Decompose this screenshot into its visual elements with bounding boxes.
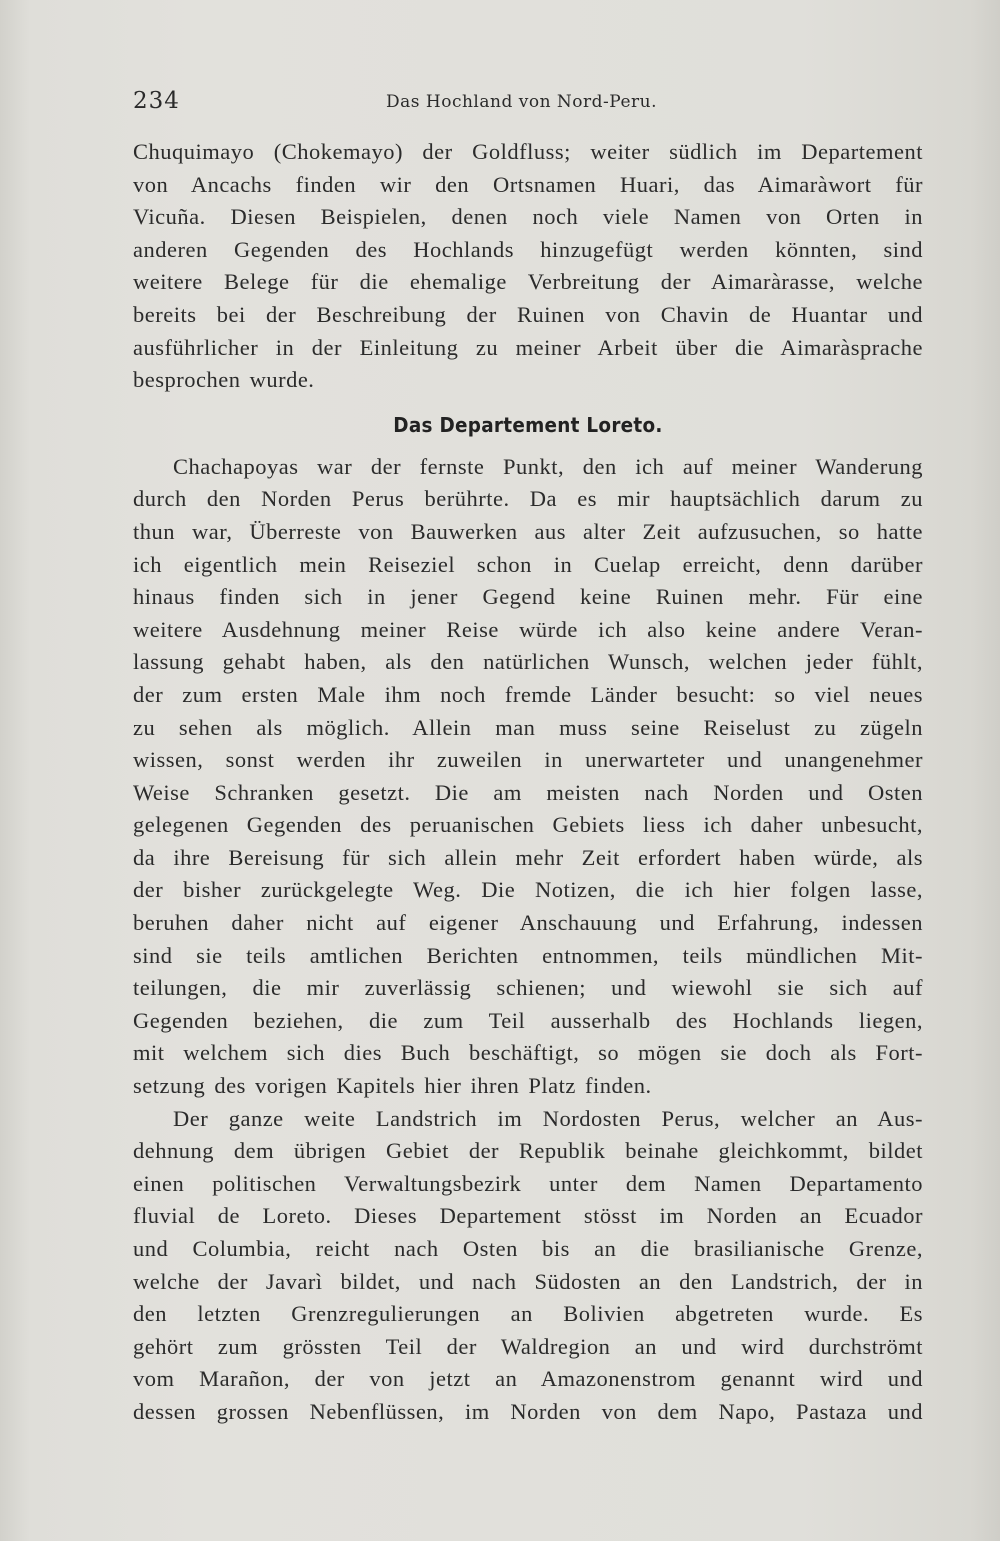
text-line: vom Marañon, der von jetzt an Amazonenstrom genannt wird und <box>133 1366 923 1392</box>
text-line: gelegenen Gegenden des peruanischen Gebiets liess ich daher unbesucht, <box>133 812 923 838</box>
text-line: da ihre Bereisung für sich allein mehr Zeit erfordert haben würde, als <box>133 844 923 870</box>
text-line: weitere Ausdehnung meiner Reise würde ich also keine andere Veran- <box>133 616 923 642</box>
text-line: dessen grossen Nebenflüssen, im Norden von dem Napo, Pastaza und <box>133 1398 923 1424</box>
text-line: ich eigentlich mein Reiseziel schon in Cuelap erreicht, denn darüber <box>133 551 923 577</box>
text-line: ausführlicher in der Einleitung zu meiner Arbeit über die Aimaràsprache <box>133 334 923 360</box>
text-line: bereits bei der Beschreibung der Ruinen von Chavin de Huantar und <box>133 301 923 327</box>
page-header <box>133 88 923 122</box>
text-line: hinaus finden sich in jener Gegend keine Ruinen mehr. Für eine <box>133 584 923 610</box>
paragraph-chachapoyas <box>133 451 923 1103</box>
text-line: beruhen daher nicht auf eigener Anschauung und Erfahrung, indessen <box>133 910 923 936</box>
text-line: zu sehen als möglich. Allein man muss seine Reiselust zu zügeln <box>133 714 923 740</box>
text-line: sind sie teils amtlichen Berichten entnommen, teils mündlichen Mit- <box>133 942 923 968</box>
text-line: dehnung dem übrigen Gebiet der Republik beinahe gleichkommt, bildet <box>133 1138 923 1164</box>
text-line: Chachapoyas war der fernste Punkt, den ich auf meiner Wanderung <box>173 453 923 479</box>
text-line: Gegenden beziehen, die zum Teil ausserhalb des Hochlands liegen, <box>133 1007 923 1033</box>
text-line: besprochen wurde. <box>133 367 315 393</box>
text-line: welche der Javarì bildet, und nach Südosten an den Landstrich, der in <box>133 1268 923 1294</box>
text-line: Der ganze weite Landstrich im Nordosten Perus, welcher an Aus- <box>173 1105 923 1131</box>
text-line: Chuquimayo (Chokemayo) der Goldfluss; weiter südlich im Departement <box>133 139 923 164</box>
running-title: Das Hochland von Nord-Peru. <box>386 92 657 112</box>
text-line: weitere Belege für die ehemalige Verbreitung der Aimaràrasse, welche <box>133 269 923 295</box>
page-number: 234 <box>133 88 180 114</box>
text-line: fluvial de Loreto. Dieses Departement stösst im Norden an Ecuador <box>133 1203 923 1229</box>
text-line: durch den Norden Perus berührte. Da es mir hauptsächlich darum zu <box>133 486 923 512</box>
text-line: setzung des vorigen Kapitels hier ihren Platz finden. <box>133 1073 652 1099</box>
preceding-paragraph <box>133 136 923 397</box>
text-line: thun war, Überreste von Bauwerken aus alter Zeit aufzusuchen, so hatte <box>133 518 923 544</box>
text-line: lassung gehabt haben, als den natürlichen Wunsch, welchen jeder fühlt, <box>133 649 923 675</box>
text-line: wissen, sonst werden ihr zuweilen in unerwarteter und unangenehmer <box>133 747 923 773</box>
text-line: Vicuña. Diesen Beispielen, denen noch viele Namen von Orten in <box>133 204 923 230</box>
text-line: gehört zum grössten Teil der Waldregion an und wird durchströmt <box>133 1333 923 1359</box>
text-line: teilungen, die mir zuverlässig schienen; und wiewohl sie sich auf <box>133 975 923 1001</box>
text-line: einen politischen Verwaltungsbezirk unter dem Namen Departamento <box>133 1170 923 1196</box>
paragraph-loreto <box>133 1103 923 1429</box>
text-line: mit welchem sich dies Buch beschäftigt, so mögen sie doch als Fort- <box>133 1040 923 1066</box>
section-title: Das Departement Loreto. <box>393 412 663 437</box>
text-line: der zum ersten Male ihm noch fremde Länder besucht: so viel neues <box>133 681 923 707</box>
body-text <box>133 136 923 1429</box>
text-line: anderen Gegenden des Hochlands hinzugefügt werden könnten, sind <box>133 236 923 262</box>
text-line: von Ancachs finden wir den Ortsnamen Huari, das Aimaràwort für <box>133 171 923 197</box>
text-line: Weise Schranken gesetzt. Die am meisten nach Norden und Osten <box>133 779 923 805</box>
text-line: der bisher zurückgelegte Weg. Die Notizen, die ich hier folgen lasse, <box>133 877 923 903</box>
text-line: den letzten Grenzregulierungen an Bolivien abgetreten wurde. Es <box>133 1301 923 1327</box>
text-line: und Columbia, reicht nach Osten bis an die brasilianische Grenze, <box>133 1236 923 1261</box>
